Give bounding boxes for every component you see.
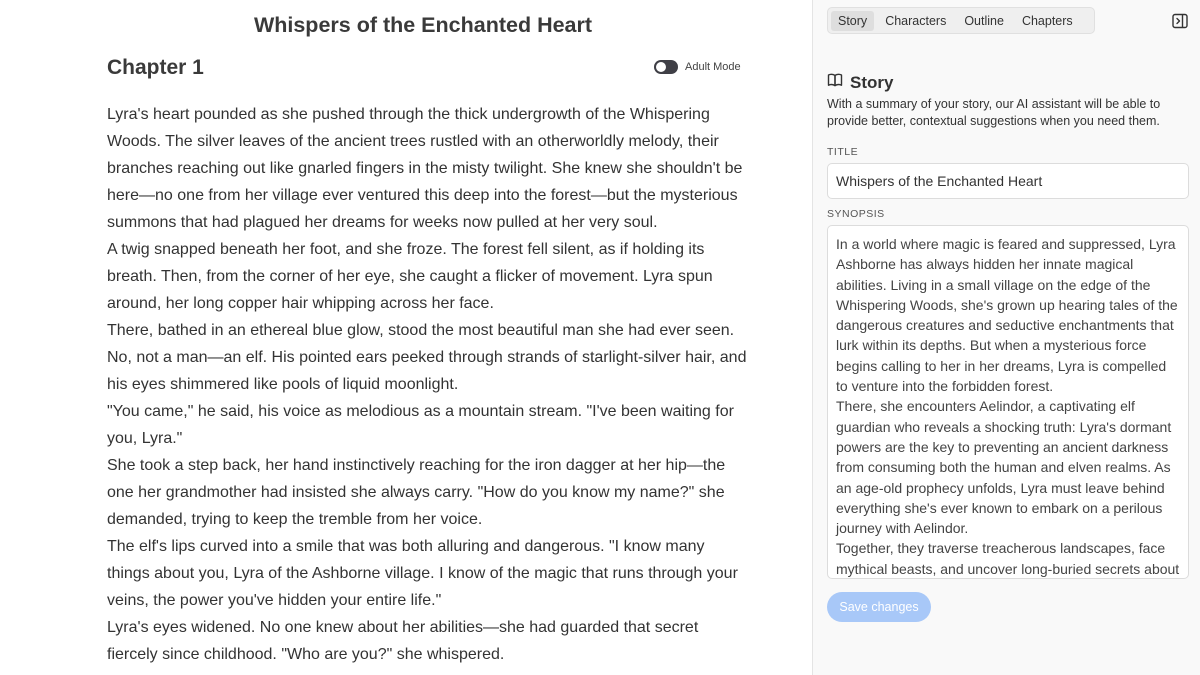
panel-tabs [827,7,1095,34]
story-paragraph[interactable]: Lyra's heart pounded as she pushed through the thick undergrowth of the Whispering Woods. The silver leaves of the ancient trees rustled with an otherworldly melody, their branches reaching out like gnarled fingers in the misty twilight. She knew she shouldn't be here—no one from her village ever ventured this deep into the forest—but the mysterious summons that had plagued her dreams for weeks now pulled at her very soul. [107,106,743,231]
toggle-switch[interactable] [654,60,678,74]
panel-heading [827,72,893,93]
story-paragraph[interactable]: She took a step back, her hand instinctively reaching for the iron dagger at her hip—the one her grandmother had insisted she always carry. "How do you know my name?" she demanded, trying to keep the tremble from her voice. [107,457,726,528]
synopsis-paragraph: There, she encounters Aelindor, a captivating elf guardian who reveals a shocking truth: Lyra's dormant powers are the key to preventing an ancient darkness from consuming both the human and elven realms. As an age-old prophecy unfolds, Lyra must leave behind everything she's ever known to embark on a perilous journey with Aelindor. [836,398,1172,537]
story-paragraph[interactable]: The elf's lips curved into a smile that was both alluring and dangerous. "I know many things about you, Lyra of the Ashborne village. I know of the magic that runs through your veins, the power you've hidden your entire life." [107,538,738,609]
synopsis-field-label: SYNOPSIS [827,208,885,220]
book-title: Whispers of the Enchanted Heart [253,13,593,37]
tab-characters[interactable]: Characters [885,13,947,28]
adult-mode-label: Adult Mode [685,61,741,73]
story-paragraph[interactable]: Lyra's eyes widened. No one knew about her abilities—she had guarded that secret fiercely since childhood. "Who are you?" she whispered. [107,619,699,663]
toggle-knob [656,62,666,72]
synopsis-textarea[interactable] [827,225,1189,579]
title-input[interactable] [827,163,1189,199]
chapter-text-editor[interactable] [107,101,747,668]
story-side-panel [812,0,1200,675]
synopsis-paragraph: In a world where magic is feared and suppressed, Lyra Ashborne has always hidden her innate magical abilities. Living in a small village on the edge of the Whispering Woods, she's grown up hearing tales of the dangerous creatures and seductive enchantments that lurk within its depths. But when a mysterious force begins calling to her in her dreams, Lyra is compelled to venture into the forbidden forest. [836,236,1178,395]
title-field-label: TITLE [827,146,859,158]
panel-heading-title: Story [850,72,894,92]
tab-story[interactable]: Story [831,11,874,31]
story-paragraph[interactable]: "You came," he said, his voice as melodious as a mountain stream. "I've been waiting for you, Lyra." [107,403,734,447]
tab-outline[interactable]: Outline [964,13,1004,28]
synopsis-paragraph: Together, they traverse treacherous landscapes, face mythical beasts, and uncover long-buried secrets about [836,540,1180,577]
sidebar-toggle-icon[interactable] [1172,13,1188,29]
story-paragraph[interactable]: There, bathed in an ethereal blue glow, stood the most beautiful man she had ever seen. No, not a man—an elf. His pointed ears peeked through strands of starlight-silver hair, and his eyes shimmered like pools of liquid moonlight. [107,322,747,393]
book-open-icon [827,72,843,93]
chapter-title[interactable]: Chapter 1 [107,56,204,79]
adult-mode-toggle[interactable] [654,60,741,74]
panel-description: With a summary of your story, our AI assistant will be able to provide better, contextual suggestions when you need them. [827,97,1161,128]
save-changes-button[interactable]: Save changes [827,592,931,622]
story-paragraph[interactable]: A twig snapped beneath her foot, and she froze. The forest fell silent, as if holding its breath. Then, from the corner of her eye, she caught a flicker of movement. Lyra spun around, her long copper hair whipping across her face. [107,241,713,312]
tab-chapters[interactable]: Chapters [1021,13,1073,28]
